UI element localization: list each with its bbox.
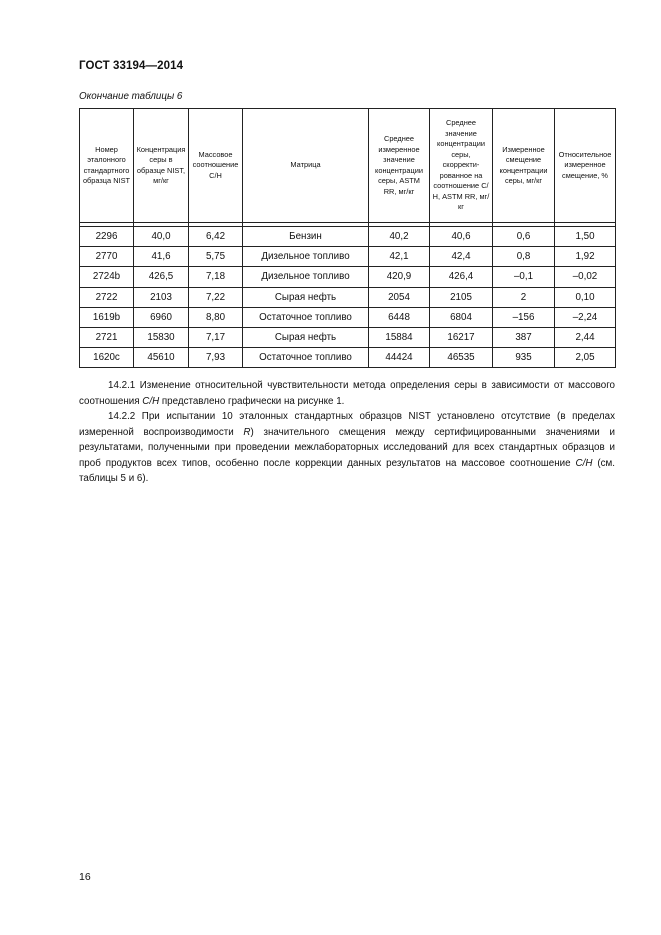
- table-cell: –0,02: [555, 267, 616, 287]
- table-cell: 7,22: [189, 287, 243, 307]
- table-cell: 2105: [430, 287, 493, 307]
- document-header: ГОСТ 33194—2014: [79, 60, 184, 72]
- table-cell: Дизельное топливо: [243, 247, 369, 267]
- table-cell: 2054: [369, 287, 430, 307]
- table-cell: 2721: [80, 327, 134, 347]
- table-row: [80, 327, 616, 347]
- table-cell: Сырая нефть: [243, 287, 369, 307]
- table-cell: Остаточное топливо: [243, 348, 369, 368]
- table-cell: 41,6: [134, 247, 189, 267]
- column-header: Массовое соотношение С/Н: [189, 109, 243, 223]
- column-header: Матрица: [243, 109, 369, 223]
- table-cell: Бензин: [243, 227, 369, 247]
- table-row: [80, 227, 616, 247]
- table-row: [80, 307, 616, 327]
- paragraph-text: (см. таблицы 5 и 6).: [79, 457, 615, 485]
- table-cell: 0,8: [493, 247, 555, 267]
- table-cell: 8,80: [189, 307, 243, 327]
- table-cell: Остаточное топливо: [243, 307, 369, 327]
- table-cell: 5,75: [189, 247, 243, 267]
- table-cell: 2770: [80, 247, 134, 267]
- table-cell: 1,50: [555, 227, 616, 247]
- page-number: 16: [79, 871, 91, 883]
- table-cell: 426,4: [430, 267, 493, 287]
- table-cell: 42,1: [369, 247, 430, 267]
- table-cell: 6804: [430, 307, 493, 327]
- table-cell: 2103: [134, 287, 189, 307]
- table-cell: Дизельное топливо: [243, 267, 369, 287]
- paragraph-emphasis: С/Н: [142, 395, 160, 407]
- column-header: Концентрация серы в образце NIST, мг/кг: [134, 109, 189, 223]
- table-row: [80, 267, 616, 287]
- paragraph-14-2-1: [79, 378, 615, 409]
- paragraph-text: 14.2.1 Изменение относительной чувствительности метода определения серы в зависимости от массового соотношения: [79, 380, 615, 407]
- table-cell: 44424: [369, 348, 430, 368]
- paragraph-emphasis: С/Н: [575, 457, 593, 469]
- table-cell: 7,93: [189, 348, 243, 368]
- table-cell: 1620c: [80, 348, 134, 368]
- table-cell: 2: [493, 287, 555, 307]
- table-header-row: [80, 109, 616, 223]
- table-cell: 935: [493, 348, 555, 368]
- paragraph-text: ) значительного смещения между сертифицированными значениями и результатами, полученными при проведении межлабораторных исследований для всех стандартных образцов и проб продуктов всех типов, особенно после коррекции данных результатов на массовое соотношение: [79, 426, 615, 469]
- table-cell: 15830: [134, 327, 189, 347]
- table-cell: 6448: [369, 307, 430, 327]
- table-cell: 387: [493, 327, 555, 347]
- column-header: Номер эталонного стандартного образца NIST: [80, 109, 134, 223]
- column-header: Среднее измеренное значение концентрации серы, ASTM RR, мг/кг: [369, 109, 430, 223]
- table-cell: 40,6: [430, 227, 493, 247]
- table-cell: –2,24: [555, 307, 616, 327]
- table-cell: 426,5: [134, 267, 189, 287]
- table-cell: 0,6: [493, 227, 555, 247]
- table-cell: 420,9: [369, 267, 430, 287]
- paragraph-14-2-2: [79, 409, 615, 487]
- table-cell: 2,05: [555, 348, 616, 368]
- data-table: [79, 108, 616, 368]
- table-cell: 1,92: [555, 247, 616, 267]
- table-cell: 6,42: [189, 227, 243, 247]
- table-cell: 0,10: [555, 287, 616, 307]
- table-cell: 42,4: [430, 247, 493, 267]
- table-cell: 40,2: [369, 227, 430, 247]
- table-cell: –156: [493, 307, 555, 327]
- table-cell: 7,18: [189, 267, 243, 287]
- table-cell: 15884: [369, 327, 430, 347]
- paragraph-text: представлено графически на рисунке 1.: [159, 395, 345, 407]
- table-cell: 6960: [134, 307, 189, 327]
- table-row: [80, 247, 616, 267]
- table-cell: –0,1: [493, 267, 555, 287]
- table-cell: Сырая нефть: [243, 327, 369, 347]
- table-cell: 2722: [80, 287, 134, 307]
- column-header: Среднее значение концентрации серы, скорректированное на соотношение С/Н, ASTM RR, мг/кг: [430, 109, 493, 223]
- table-row: [80, 348, 616, 368]
- paragraph-emphasis: R: [243, 426, 251, 438]
- table-cell: 2,44: [555, 327, 616, 347]
- table-cell: 40,0: [134, 227, 189, 247]
- table-caption: Окончание таблицы 6: [79, 91, 183, 102]
- table-row: [80, 287, 616, 307]
- table-cell: 7,17: [189, 327, 243, 347]
- table-cell: 1619b: [80, 307, 134, 327]
- paragraph-text: 14.2.2 При испытании 10 эталонных стандартных образцов NIST установлено отсутствие (в пределах измеренной воспроизводимости: [79, 411, 615, 438]
- table-cell: 45610: [134, 348, 189, 368]
- table-cell: 2296: [80, 227, 134, 247]
- column-header: Относительное измеренное смещение, %: [555, 109, 616, 223]
- table-cell: 46535: [430, 348, 493, 368]
- column-header: Измеренное смещение концентрации серы, мг/кг: [493, 109, 555, 223]
- table-cell: 2724b: [80, 267, 134, 287]
- table-cell: 16217: [430, 327, 493, 347]
